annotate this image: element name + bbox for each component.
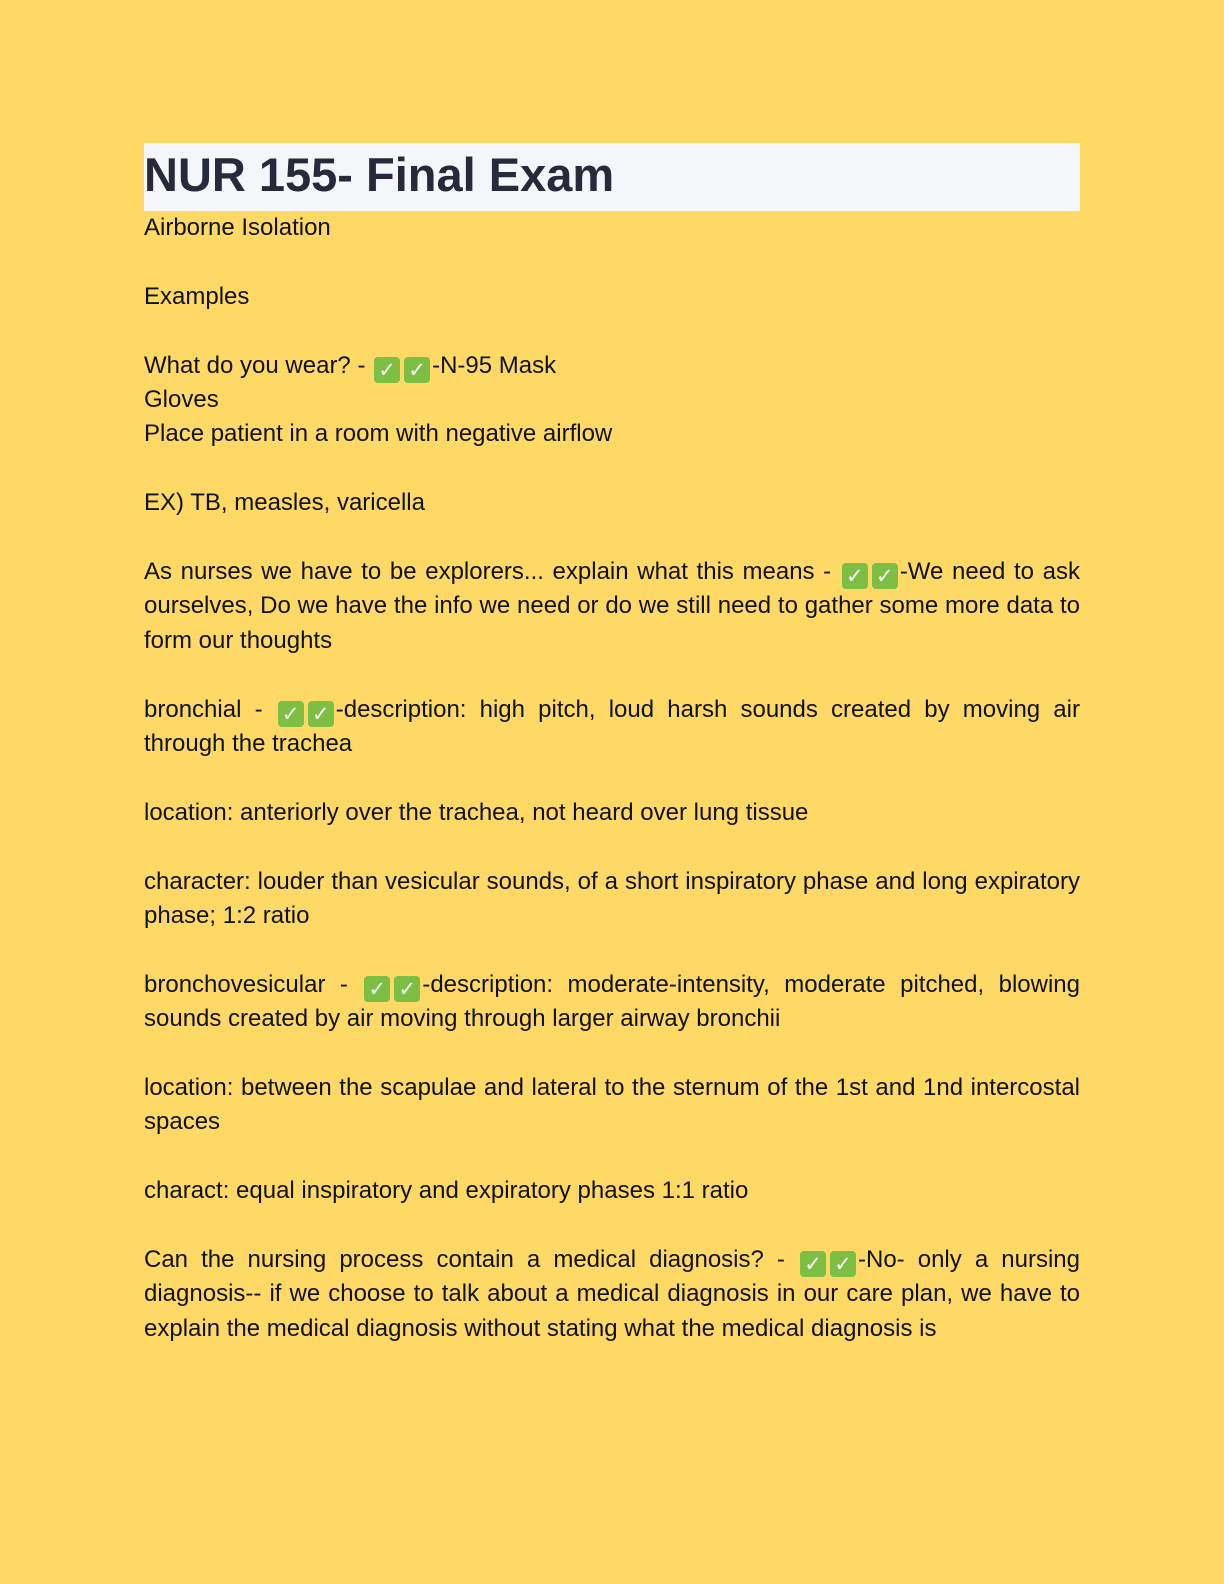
- question-text: As nurses we have to be explorers... explain what this means -: [144, 558, 840, 585]
- note-line: location: between the scapulae and lateral to the sternum of the 1st and 1nd intercostal spaces: [144, 1074, 1080, 1136]
- answer-line: Place patient in a room with negative airflow: [144, 420, 613, 448]
- note-line: character: louder than vesicular sounds, of a short inspiratory phase and long expiratory phase; 1:2 ratio: [144, 867, 1080, 930]
- check-mark-icon: ✓: [872, 563, 898, 589]
- answer-line: Gloves: [144, 386, 219, 413]
- answer-text: -description: moderate-intensity, moderate pitched, blowing sounds created by air moving through larger airway bronchii: [144, 970, 1080, 1033]
- note-line: location: anteriorly over the trachea, not heard over lung tissue: [144, 798, 809, 826]
- check-mark-icon: ✓: [830, 1251, 856, 1277]
- answer-text: -description: high pitch, loud harsh sounds created by moving air through the trachea: [144, 695, 1080, 758]
- qa-wear: [144, 349, 1080, 383]
- answer-text: -We need to ask ourselves, Do we have the info we need or do we still need to gather some more data to form our thoughts: [144, 558, 1080, 654]
- check-mark-icon: ✓: [374, 357, 400, 383]
- check-mark-icon: ✓: [394, 976, 420, 1002]
- qa-bronchial: [144, 693, 1080, 762]
- answer-text: -N-95 Mask: [432, 351, 557, 379]
- document-page: [144, 143, 1080, 1346]
- check-mark-icon: ✓: [800, 1251, 826, 1277]
- qa-bronchovesicular: [144, 968, 1080, 1037]
- question-text: bronchial -: [144, 695, 276, 723]
- question-text: bronchovesicular -: [144, 970, 363, 998]
- topic-heading: Airborne Isolation: [144, 214, 331, 241]
- document-body: [144, 211, 1080, 1346]
- title-banner: [144, 143, 1080, 211]
- answer-text: -No- only a nursing diagnosis-- if we choose to talk about a medical diagnosis in our care plan, we have to explain the medical diagnosis without stating what the medical diagnosis is: [144, 1246, 1080, 1342]
- check-mark-icon: ✓: [842, 563, 868, 589]
- note-line: charact: equal inspiratory and expiratory phases 1:1 ratio: [144, 1177, 749, 1205]
- question-text: What do you wear? -: [144, 351, 373, 379]
- page-title: NUR 155- Final Exam: [144, 148, 615, 201]
- qa-explorers: [144, 555, 1080, 658]
- qa-nursing-diagnosis: [144, 1243, 1080, 1346]
- check-mark-icon: ✓: [278, 701, 304, 727]
- examples-label: Examples: [144, 282, 250, 310]
- check-mark-icon: ✓: [364, 976, 390, 1002]
- check-mark-icon: ✓: [404, 357, 430, 383]
- question-text: Can the nursing process contain a medical diagnosis? -: [144, 1246, 798, 1274]
- example-line: EX) TB, measles, varicella: [144, 489, 425, 517]
- check-mark-icon: ✓: [308, 701, 334, 727]
